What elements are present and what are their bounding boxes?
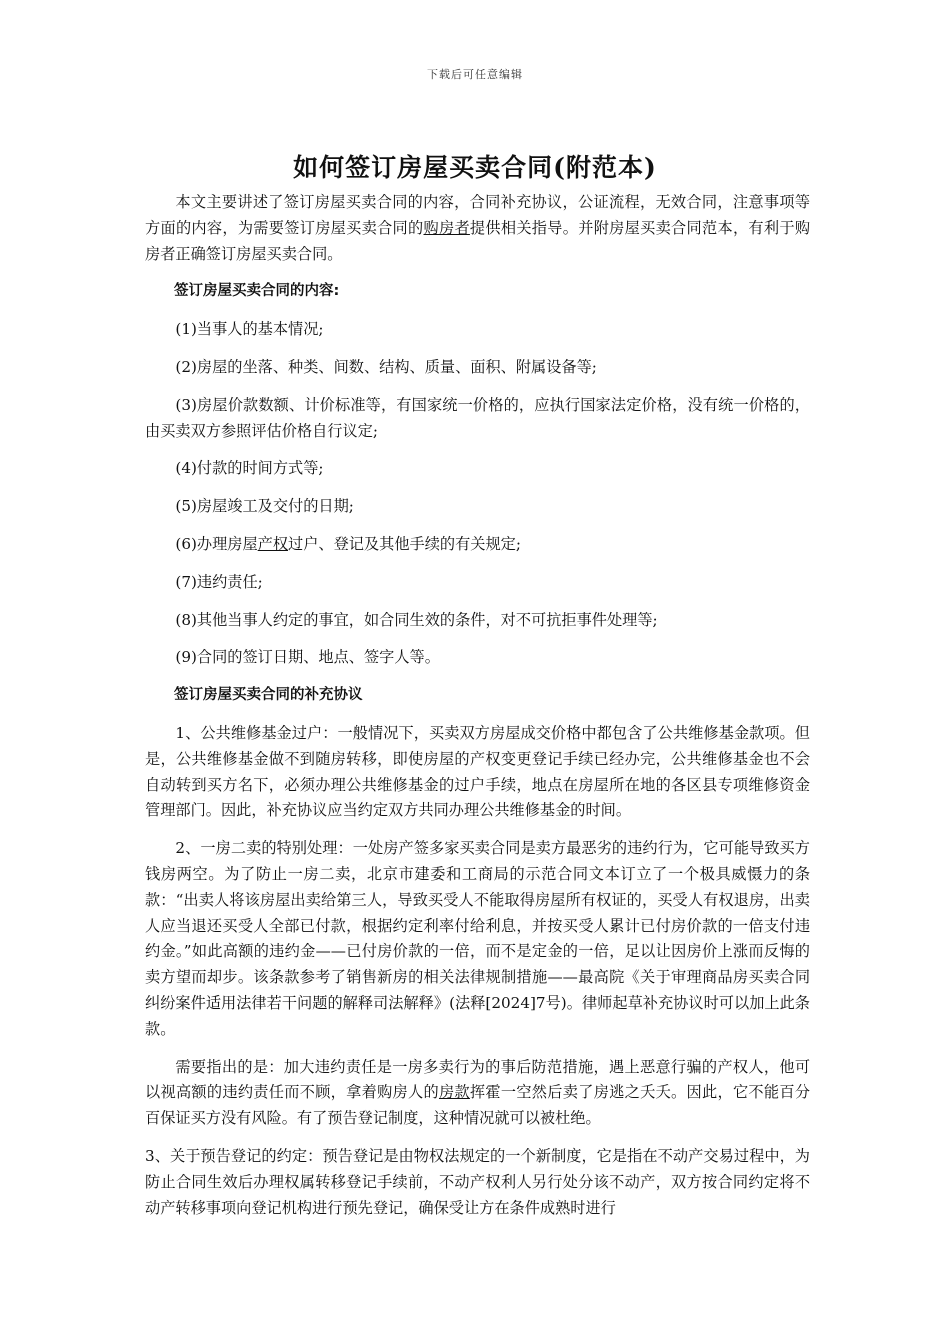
list-item: (4)付款的时间方式等;: [175, 459, 324, 478]
list-item: (5)房屋竣工及交付的日期;: [175, 497, 354, 516]
paragraph-maintenance-fund: 1、公共维修基金过户：一般情况下，买卖双方房屋成交价格中都包含了公共维修基金款项。但是，公共维修基金做不到随房转移，即使房屋的产权变更登记手续已经办完，公共维修基金也不会自动转到买方名下，必须办理公共维修基金的过户手续，地点在房屋所在地的各区县专项维修资金管理部门。因此，补充协议应当约定双方共同办理公共维修基金的时间。: [145, 723, 810, 820]
intro-text-b: 提供相关指导。并附房屋买卖合同范本，有利于购房者正确签订房屋买卖合同。: [145, 218, 811, 263]
paragraph-note: [145, 1055, 810, 1132]
intro-text-a: 本文主要讲述了签订房屋买卖合同的内容，合同补充协议，公证流程，无效合同，注意事项等方面的内容，为需要签订房屋买卖合同的: [145, 193, 810, 237]
list-item: [145, 532, 810, 558]
intro-paragraph: [145, 190, 810, 267]
list-item: (9)合同的签订日期、地点、签字人等。: [175, 648, 440, 667]
list-item: (2)房屋的坐落、种类、间数、结构、质量、面积、附属设备等;: [175, 357, 597, 376]
paragraph-text: 需要指出的是：加大违约责任是一房多卖行为的事后防范措施，遇上恶意行骗的产权人，他可以视高额的违约责任而不顾，拿着购房人的: [145, 1057, 810, 1102]
paragraph-text: 挥霍一空然后卖了房逃之夭夭。因此，它不能百分百保证买方没有风险。有了预告登记制度，这种情况就可以被杜绝。: [145, 1083, 811, 1128]
payment-link[interactable]: 房款: [438, 1083, 470, 1102]
page-header: 下载后可任意编辑: [427, 68, 523, 81]
property-rights-link[interactable]: 产权: [257, 534, 289, 553]
document-body: [145, 190, 810, 1233]
paragraph-advance-registration: 3、关于预告登记的约定：预告登记是由物权法规定的一个新制度，它是指在不动产交易过程中，为防止合同生效后办理权属转移登记手续前，不动产权利人另行处分该不动产，双方按合同约定将不动产转移事项向登记机构进行预先登记，确保受让方在条件成熟时进行: [145, 1146, 810, 1217]
homebuyer-link[interactable]: 购房者: [423, 218, 470, 237]
section-heading-supplement: 签订房屋买卖合同的补充协议: [174, 687, 363, 704]
list-item: (7)违约责任;: [175, 572, 263, 591]
document-title: 如何签订房屋买卖合同(附范本): [293, 153, 657, 182]
list-item: (1)当事人的基本情况;: [175, 320, 324, 339]
list-item-text: (6)办理房屋: [175, 534, 258, 553]
list-item-text: 过户、登记及其他手续的有关规定;: [288, 534, 521, 553]
list-item: (8)其他当事人约定的事宜，如合同生效的条件，对不可抗拒事件处理等;: [175, 610, 658, 629]
list-item: (3)房屋价款数额、计价标准等，有国家统一价格的，应执行国家法定价格，没有统一价格的，由买卖双方参照评估价格自行议定;: [145, 395, 810, 440]
paragraph-double-sale: 2、一房二卖的特别处理：一处房产签多家买卖合同是卖方最恶劣的违约行为，它可能导致买方钱房两空。为了防止一房二卖，北京市建委和工商局的示范合同文本订立了一个极具威慑力的条款：“出卖人将该房屋出卖给第三人，导致买受人不能取得房屋所有权证的，买受人有权退房，出卖人应当退还买受人全部已付款，根据约定利率付给利息，并按买受人累计已付房价款的一倍支付违约金。”如此高额的违约金——已付房价款的一倍，而不是定金的一倍，足以让因房价上涨而反悔的卖方望而却步。该条款参考了销售新房的相关法律规制措施——最高院《关于审理商品房买卖合同纠纷案件适用法律若干问题的解释司法解释》(法释[2024]7号)。律师起草补充协议时可以加上此条款。: [145, 839, 810, 1038]
section-heading-contents: 签订房屋买卖合同的内容:: [174, 283, 340, 300]
